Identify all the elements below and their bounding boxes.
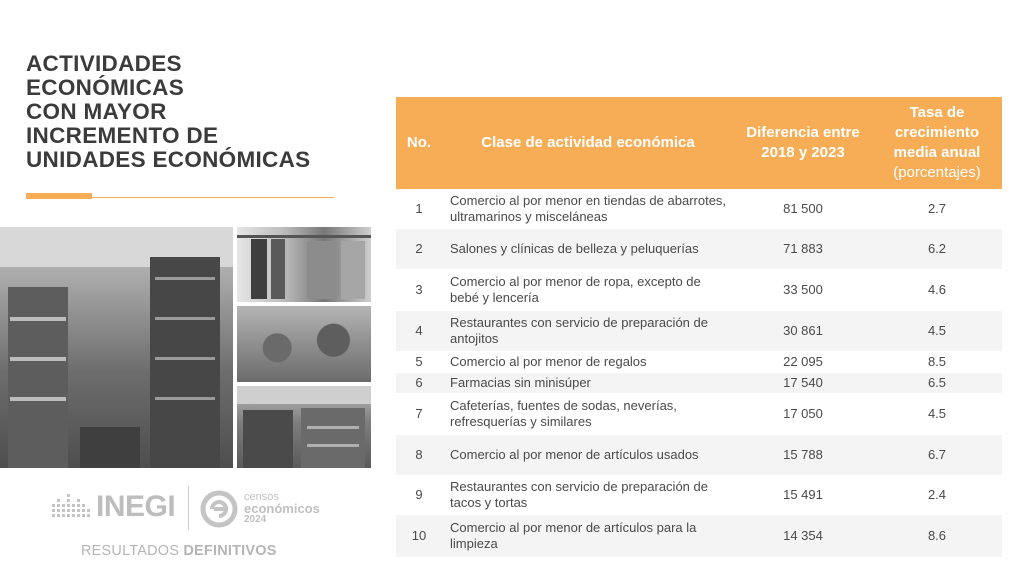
cell-rate: 6.7 <box>872 435 1002 475</box>
table-row <box>396 311 1002 351</box>
photo-grocery-store <box>0 227 233 468</box>
cell-activity: Salones y clínicas de belleza y peluquerías <box>442 229 734 269</box>
title-line-4: INCREMENTO DE <box>26 123 219 148</box>
cell-difference: 17 050 <box>783 406 823 421</box>
cell-difference: 81 500 <box>783 201 823 216</box>
title-line-5: UNIDADES ECONÓMICAS <box>26 147 311 172</box>
table-row <box>396 229 1002 269</box>
cell-difference: 17 540 <box>734 373 872 393</box>
cell-activity: Comercio al por menor de regalos <box>450 354 647 369</box>
cell-no: 7 <box>415 406 423 421</box>
cell-no: 8 <box>396 435 442 475</box>
cell-rate: 2.7 <box>927 201 947 216</box>
page-title <box>26 52 366 172</box>
cell-activity: Comercio al por menor de artículos para la limpieza <box>442 515 734 557</box>
logo-divider <box>188 486 189 530</box>
cell-rate: 6.2 <box>872 229 1002 269</box>
logos-block <box>52 484 352 534</box>
cell-difference: 15 788 <box>734 435 872 475</box>
activities-table <box>396 97 1002 557</box>
cell-no: 3 <box>415 282 423 297</box>
cell-difference: 14 354 <box>734 515 872 557</box>
table-row <box>396 373 1002 393</box>
cell-rate: 8.6 <box>872 515 1002 557</box>
photo-antojitos <box>237 306 371 382</box>
cell-activity: Farmacias sin minisúper <box>442 373 734 393</box>
censos-line-2: económicos <box>244 501 320 516</box>
inegi-wordmark: INEGI <box>96 490 176 523</box>
cell-difference: 33 500 <box>783 282 823 297</box>
photo-store-shelves <box>237 386 371 468</box>
censos-wordmark <box>244 492 320 525</box>
results-label <box>81 543 277 559</box>
table-row <box>396 435 1002 475</box>
cell-rate: 6.5 <box>872 373 1002 393</box>
cell-activity: Comercio al por menor de artículos usados <box>442 435 734 475</box>
cell-no: 6 <box>396 373 442 393</box>
title-line-2: ECONÓMICAS <box>26 75 185 100</box>
cell-rate: 8.5 <box>927 354 947 369</box>
header-rate-unit: (porcentajes) <box>893 164 981 181</box>
cell-activity: Comercio al por menor de ropa, excepto de bebé y lencería <box>450 274 701 305</box>
cell-difference: 30 861 <box>734 311 872 351</box>
cell-rate: 4.5 <box>927 406 947 421</box>
table-row <box>396 393 1002 435</box>
inegi-logo-icon <box>52 494 94 520</box>
censos-logo-icon <box>200 490 238 528</box>
header-rate <box>872 97 1002 189</box>
cell-no: 5 <box>415 354 423 369</box>
header-no: No. <box>396 97 442 189</box>
table-row <box>396 269 1002 311</box>
cell-rate: 2.4 <box>927 487 947 502</box>
photo-clothing-rack <box>237 227 371 302</box>
table-row <box>396 189 1002 229</box>
title-line-3: CON MAYOR <box>26 99 167 124</box>
results-light: RESULTADOS <box>81 543 184 559</box>
title-line-1: ACTIVIDADES <box>26 51 182 76</box>
cell-rate: 4.5 <box>872 311 1002 351</box>
cell-difference: 15 491 <box>783 487 823 502</box>
cell-no: 2 <box>396 229 442 269</box>
table-row <box>396 351 1002 373</box>
header-difference: Diferencia entre 2018 y 2023 <box>734 97 872 189</box>
cell-no: 10 <box>396 515 442 557</box>
cell-activity: Restaurantes con servicio de preparación de tacos y tortas <box>450 479 708 510</box>
table-row <box>396 515 1002 557</box>
table-row <box>396 475 1002 515</box>
censos-line-1: censos <box>244 491 279 503</box>
cell-difference: 71 883 <box>734 229 872 269</box>
cell-no: 1 <box>415 201 423 216</box>
title-accent-bar <box>26 193 92 199</box>
cell-no: 9 <box>415 487 423 502</box>
cell-activity: Cafeterías, fuentes de sodas, neverías, refresquerías y similares <box>450 398 677 429</box>
cell-activity: Comercio al por menor en tiendas de abarrotes, ultramarinos y misceláneas <box>450 193 727 224</box>
censos-line-3: 2024 <box>244 514 267 525</box>
cell-rate: 4.6 <box>927 282 947 297</box>
results-bold: DEFINITIVOS <box>183 543 277 559</box>
cell-difference: 22 095 <box>783 354 823 369</box>
table-header-row <box>396 97 1002 189</box>
cell-activity: Restaurantes con servicio de preparación de antojitos <box>442 311 734 351</box>
header-activity: Clase de actividad económica <box>442 97 734 189</box>
cell-no: 4 <box>396 311 442 351</box>
header-rate-label: Tasa de crecimiento media anual <box>893 104 981 161</box>
